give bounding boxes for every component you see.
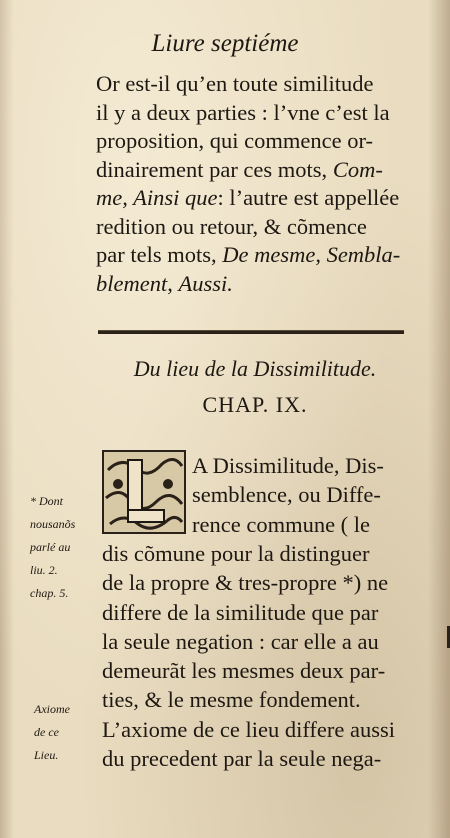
text-line — [96, 156, 383, 184]
margin-note-line: chap. 5. — [30, 586, 69, 600]
margin-note-line: nousanõs — [30, 517, 76, 531]
text-line: differe de la similitude que par — [102, 599, 379, 625]
text-segment: me, Ainsi que — [96, 185, 218, 210]
text-segment: blement — [96, 270, 168, 296]
text-line: de la propre & tres-propre *) ne — [102, 570, 389, 596]
text-line: demeurãt les mesmes deux par- — [102, 658, 386, 684]
running-header: Liure septiéme — [151, 30, 299, 57]
text-segment: De mesme, Sembla- — [222, 242, 401, 267]
text-line — [96, 241, 400, 269]
text-line: du precedent par la seule nega- — [102, 746, 382, 771]
margin-note-axiome — [34, 698, 70, 767]
margin-note-line: liu. 2. — [30, 563, 58, 577]
text-segment: proposition, qui commence or- — [96, 128, 373, 153]
drop-cap-letter: L — [102, 450, 103, 451]
margin-note-reference — [30, 490, 75, 605]
text-segment: dinairement par ces mots, — [96, 156, 333, 182]
chapter-heading: CHAP. IX. — [202, 392, 308, 417]
text-segment: il y a deux parties : l’vne c’est la — [96, 99, 390, 125]
text-line: A Dissimilitude, Dis- — [192, 453, 384, 478]
text-segment: redition ou retour, & cõmence — [96, 213, 367, 239]
text-line — [96, 213, 367, 241]
text-line: ties, & le mesme fondement. — [102, 687, 361, 713]
text-line — [96, 127, 373, 155]
margin-note-line: * Dont — [30, 494, 63, 508]
text-segment: , — [167, 270, 179, 296]
text-line: la seule negation : car elle a au — [102, 628, 379, 654]
text-line — [96, 270, 233, 298]
margin-note-line: Lieu. — [34, 748, 59, 762]
text-segment: par tels mots, — [96, 242, 223, 267]
section-divider — [98, 330, 404, 334]
page-edge-mark — [441, 626, 450, 648]
text-segment: Or est-il qu’en toute similitude — [96, 71, 374, 96]
text-line: semblence, ou Diffe- — [192, 482, 381, 508]
text-segment: : l’autre est appellée — [217, 185, 400, 210]
text-line — [96, 70, 373, 98]
margin-note-line: de ce — [34, 725, 59, 739]
margin-note-line: Axiome — [34, 702, 70, 716]
text-line — [96, 184, 399, 212]
text-line: L’axiome de ce lieu differe aussi — [102, 716, 396, 742]
text-segment: Com- — [332, 156, 383, 182]
drop-cap-icon — [102, 450, 186, 534]
section-title: Du lieu de la Dissimilitude. — [133, 356, 377, 381]
text-line: dis cõmune pour la distinguer — [102, 540, 370, 566]
margin-note-line: parlé au — [30, 540, 71, 554]
text-line — [96, 99, 390, 127]
text-line: rence commune ( le — [192, 511, 371, 537]
text-segment: Aussi. — [178, 270, 233, 296]
